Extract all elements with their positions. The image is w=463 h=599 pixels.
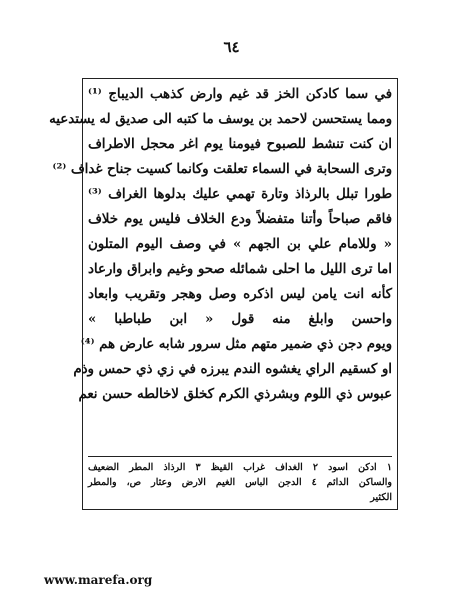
text-line: واحسن وابلغ منه قول « ابن طباطبا » (88, 312, 392, 327)
text-line: ويوم دجن ذي ضمير متهم مثل سرور شابه عارض هم ⁽⁴⁾ (80, 337, 392, 352)
poem-body (49, 82, 392, 407)
text-line: ومما يستحسن لاحمد بن يوسف ما كتبه الى صديق له يستدعيه (49, 112, 392, 127)
text-line: وترى السحابة في السماء تعلقت وكانما كسيت جناح غداف ⁽²⁾ (52, 162, 392, 177)
text-line: عبوس ذي اللوم وبشرذي الكرم كخلق لاخالطه حسن نعم (78, 387, 392, 402)
text-line: كأنه انت يامن ليس اذكره وصل وهجر وتقريب وابعاد (88, 287, 392, 302)
footnote-line: ١ ادكن اسود ٢ الغداف غراب القيظ ٣ الرذاذ المطر الضعيف (88, 462, 392, 473)
text-line: « وللامام علي بن الجهم » في وصف اليوم المتلون (88, 237, 392, 252)
footnotes (88, 460, 392, 505)
page-number: ٦٤ (223, 38, 240, 56)
text-line: طورا تبلل بالرذاذ وتارة تهمي عليك بدلوها الغراف ⁽³⁾ (88, 187, 392, 202)
watermark-url: www.marefa.org (44, 573, 153, 587)
footnote-divider (88, 456, 392, 457)
text-line: في سما كادكن الخز قد غيم وارض كذهب الديباج ⁽¹⁾ (88, 87, 392, 102)
text-line: اما ترى الليل ما احلى شمائله صحو وغيم وابراق وارعاد (88, 262, 392, 277)
text-line: ان كنت تنشط للصبوح فيومنا يوم اغر محجل الاطراف (88, 137, 392, 152)
text-line: فاقم صباحاً وأتنا متفضلاً ودع الخلاف فليس يوم خلاف (88, 212, 392, 227)
text-line: او كسقيم الراي يغشوه الندم يبرزه في زي ذي حمس وذم (73, 362, 392, 377)
footnote-line: الكثير (370, 492, 392, 503)
footnote-line: والساكن الدائم ٤ الدجن الباس الغيم الارض وعثار ص، والمطر (88, 477, 392, 488)
